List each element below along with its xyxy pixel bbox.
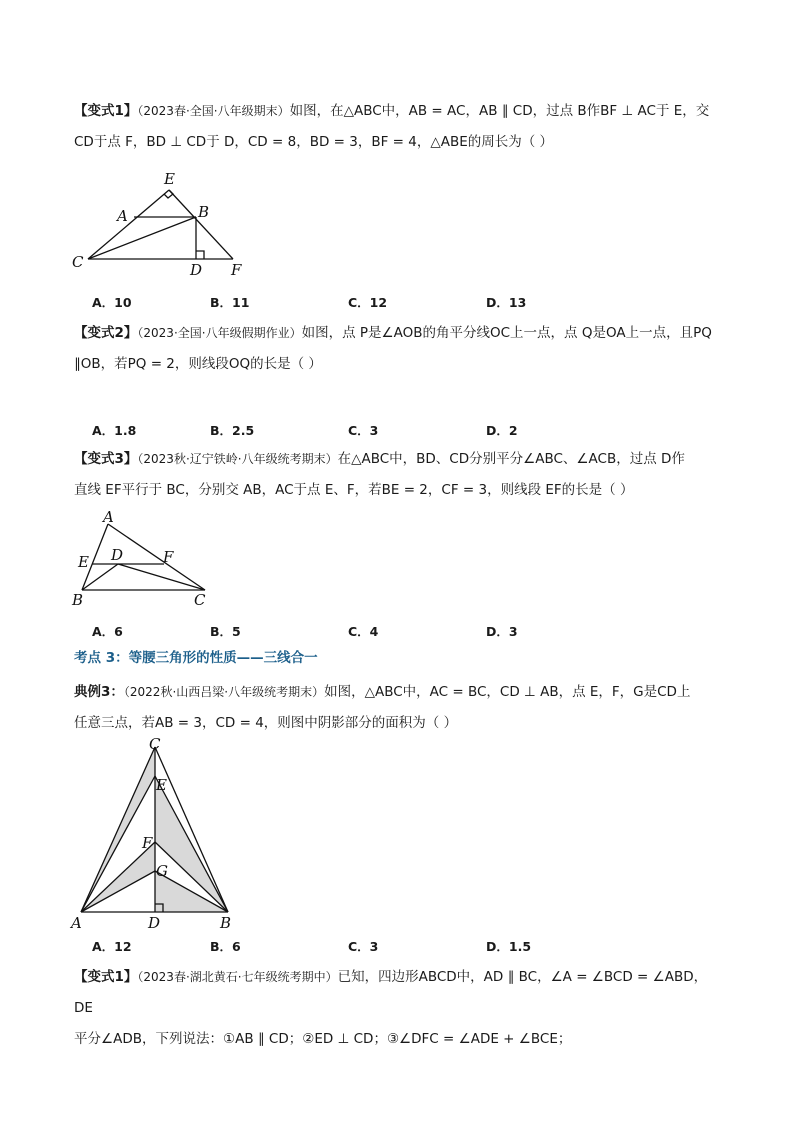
- question-4-source: （2023春·湖北黄石·七年级统考期中）: [137, 970, 338, 984]
- question-2-text-2: ∥OB，若PQ = 2，则线段OQ的长是（ ）: [74, 356, 322, 372]
- example-3-text-1: 如图，△ABC中，AC = BC，CD ⊥ AB，点 E，F，G是CD上: [324, 684, 691, 700]
- label-c: C: [72, 253, 84, 271]
- option-d[interactable]: D．1.5: [486, 939, 532, 954]
- label-g: G: [156, 862, 168, 880]
- question-3-line-1: [74, 444, 724, 475]
- question-1-tag: 【变式1】: [74, 103, 138, 119]
- label-d: D: [148, 914, 161, 932]
- question-1: [74, 96, 724, 158]
- question-1-source: （2023春·全国·八年级期末）: [137, 104, 290, 118]
- segment-c-e: [88, 190, 169, 259]
- option-a[interactable]: A．6: [92, 624, 123, 639]
- option-a[interactable]: A．1.8: [92, 423, 137, 438]
- label-a: A: [103, 510, 114, 526]
- question-3-source: （2023秋·辽宁铁岭·八年级统考期末）: [137, 452, 338, 466]
- question-3-tag: 【变式3】: [74, 451, 138, 467]
- example-3-source: （2022秋·山西吕梁·八年级统考期末）: [123, 685, 325, 699]
- label-d: D: [111, 546, 124, 564]
- option-a[interactable]: A．10: [92, 295, 132, 310]
- segment-e-f: [169, 190, 233, 259]
- label-f: F: [231, 261, 242, 279]
- example-3-line-1: [74, 677, 724, 708]
- label-b: B: [72, 591, 84, 609]
- label-e: E: [164, 170, 175, 188]
- label-c: C: [194, 591, 206, 609]
- option-c[interactable]: C．4: [348, 624, 379, 639]
- label-f: F: [142, 834, 153, 852]
- question-2-line-1: [74, 318, 724, 349]
- example-3: [74, 677, 724, 739]
- example-3-options: [92, 937, 652, 957]
- question-2-tag: 【变式2】: [74, 325, 138, 341]
- question-1-line-1: [74, 96, 724, 127]
- option-c[interactable]: C．3: [348, 423, 379, 438]
- label-f: F: [163, 548, 174, 566]
- question-3-figure: [70, 510, 220, 610]
- question-2-source: （2023·全国·八年级假期作业）: [137, 326, 302, 340]
- label-c: C: [149, 736, 161, 753]
- example-3-text-2: 任意三点，若AB = 3，CD = 4，则图中阴影部分的面积为（ ）: [74, 715, 458, 731]
- question-4-line-1: [74, 962, 724, 1024]
- segment-c-b: [88, 217, 196, 259]
- option-d[interactable]: D．13: [486, 295, 527, 310]
- example-3-tag: 典例3：: [74, 684, 124, 700]
- option-a[interactable]: A．12: [92, 939, 132, 954]
- question-1-figure: [68, 165, 258, 280]
- question-3-text-1: 在△ABC中，BD、CD分别平分∠ABC、∠ACB，过点 D作: [337, 451, 685, 467]
- question-2-text-1: 如图，点 P是∠AOB的角平分线OC上一点，点 Q是OA上一点，且PQ: [301, 325, 712, 341]
- question-3-text-2: 直线 EF平行于 BC，分别交 AB，AC于点 E、F，若BE = 2，CF = 3，则线段 EF的长是（ ）: [74, 482, 634, 498]
- label-a: A: [71, 914, 82, 932]
- option-b[interactable]: B．11: [210, 295, 250, 310]
- label-d: D: [190, 261, 203, 279]
- option-d[interactable]: D．2: [486, 423, 518, 438]
- label-a: A: [117, 207, 128, 225]
- question-1-options: [92, 293, 652, 313]
- label-e: E: [78, 553, 89, 571]
- question-4-tag: 【变式1】: [74, 969, 138, 985]
- question-3-options: [92, 622, 652, 642]
- label-b: B: [198, 203, 210, 221]
- option-b[interactable]: B．6: [210, 939, 241, 954]
- right-angle-d: [196, 251, 204, 259]
- option-d[interactable]: D．3: [486, 624, 518, 639]
- segment-d-c: [118, 564, 205, 590]
- question-4-text-1: 已知，四边形ABCD中，AD ∥ BC，∠A = ∠BCD = ∠ABD，DE: [74, 969, 708, 1016]
- question-2-options: [92, 421, 652, 441]
- question-4-text-2: 平分∠ADB，下列说法：①AB ∥ CD；②ED ⊥ CD；③∠DFC = ∠ADE + ∠BCE；: [74, 1031, 572, 1047]
- option-c[interactable]: C．3: [348, 939, 379, 954]
- question-4: [74, 962, 724, 1055]
- section-heading: 考点 3：等腰三角形的性质——三线合一: [74, 650, 318, 666]
- label-e: E: [156, 776, 167, 794]
- option-c[interactable]: C．12: [348, 295, 388, 310]
- question-3: [74, 444, 724, 506]
- option-b[interactable]: B．2.5: [210, 423, 255, 438]
- question-2: [74, 318, 724, 380]
- question-1-text-1: 如图，在△ABC中，AB = AC，AB ∥ CD，过点 B作BF ⊥ AC于 E，交: [289, 103, 710, 119]
- example-3-figure: [68, 736, 248, 936]
- label-b: B: [220, 914, 232, 932]
- option-b[interactable]: B．5: [210, 624, 241, 639]
- question-1-text-2: CD于点 F，BD ⊥ CD于 D，CD = 8，BD = 3，BF = 4，△ABE的周长为（ ）: [74, 134, 554, 150]
